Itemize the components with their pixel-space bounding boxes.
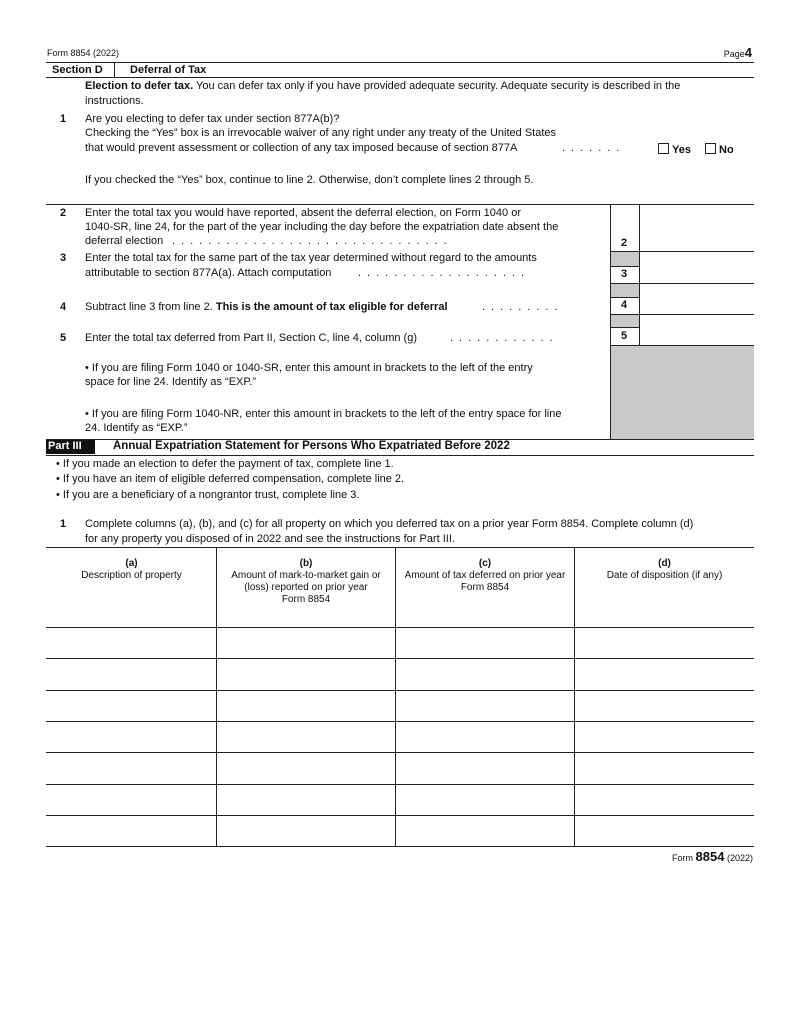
line1-number: 1 [60,113,67,125]
table-row[interactable] [47,628,754,658]
line3-text-a: Enter the total tax for the same part of the tax year determined without regard to the amounts [85,252,537,264]
page-indicator [724,45,752,60]
box5-bottom [610,345,754,346]
line2-box-number: 2 [621,237,628,249]
table-row[interactable] [47,691,754,721]
line4-text-b: This is the amount of tax eligible for deferral [215,301,448,313]
col-b-header [217,558,395,606]
part3-line1-text-a: Complete columns (a), (b), and (c) for all property on which you deferred tax on a prior year Form 8854. Complete column (d) [85,518,694,530]
line2-leader-dots: ............................... [172,235,453,247]
deferral-intro [85,79,755,94]
table-row[interactable] [47,753,754,784]
line5-number: 5 [60,332,67,344]
table-row[interactable] [47,785,754,815]
yes-checkbox[interactable] [658,143,669,154]
table-row[interactable] [47,659,754,690]
line5-text: Enter the total tax deferred from Part II, Section C, line 4, column (g) [85,332,417,344]
bullet-1040-b: space for line 24. Identify as “EXP.” [85,376,256,388]
form-footer [672,849,753,864]
bullet-1040nr-a: • If you are filing Form 1040-NR, enter this amount in brackets to the left of the entry space for line [85,408,562,420]
col-d-label: Date of disposition (if any) [606,570,723,581]
part3-title-rule [46,455,754,456]
line3-text-b: attributable to section 877A(a). Attach computation [85,267,332,279]
no-label: No [719,144,734,156]
table-row[interactable] [47,816,754,846]
line2-amount-input[interactable] [640,205,754,251]
part3-bullet-3: • If you are a beneficiary of a nongrantor trust, complete line 3. [56,489,360,501]
box3-top [610,266,639,267]
line3-leader-dots: ................... [358,267,531,279]
part3-line1-text-b: for any property you disposed of in 2022 and see the instructions for Part III. [85,533,455,545]
col-d-header [575,558,754,582]
line2-text-a: Enter the total tax you would have reported, absent the deferral election, on Form 1040 or [85,207,521,219]
bullet-1040-a: • If you are filing Form 1040 or 1040-SR, enter this amount in brackets to the left of the entry [85,362,533,374]
no-checkbox[interactable] [705,143,716,154]
line5-leader-dots: ............ [450,332,559,344]
col-b-label-2: (loss) reported on prior year [244,582,368,593]
box5-top [610,327,639,328]
line4-text-a: Subtract line 3 from line 2. [85,301,216,313]
col-a-letter: (a) [125,558,138,569]
shade-4-5 [611,314,639,327]
part3-line1-number: 1 [60,518,67,530]
line5-amount-input[interactable] [640,315,754,345]
col-d-letter: (d) [658,558,671,569]
part3-bullet-1: • If you made an election to defer the payment of tax, complete line 1. [56,458,394,470]
shade-2-3 [611,251,639,266]
col-b-letter: (b) [299,558,313,569]
table-row[interactable] [47,722,754,752]
deferral-intro-text: You can defer tax only if you have provided adequate security. Adequate security is described in the [193,80,681,92]
line1-text-b: that would prevent assessment or collection of any tax imposed because of section 877A [85,142,518,154]
line1-note: If you checked the “Yes” box, continue to line 2. Otherwise, don’t complete lines 2 through 5. [85,174,534,186]
col-a-header [47,558,216,582]
footer-form-number: 8854 [695,849,725,864]
col-b-label-3: Form 8854 [281,594,331,605]
section-d-rule [46,77,754,78]
line4-number: 4 [60,301,67,313]
col-b-label-1: Amount of mark-to-market gain or [231,570,381,581]
line2-text-c: deferral election [85,235,164,247]
page-number: 4 [744,45,752,60]
line3-number: 3 [60,252,67,264]
table-top-rule [46,547,754,548]
bullet-1040nr-b: 24. Identify as “EXP.” [85,422,188,434]
col-c-label-1: Amount of tax deferred on prior year [404,570,566,581]
footer-form-word: Form [672,853,694,863]
form-id-header: Form 8854 (2022) [47,48,120,58]
col-c-letter: (c) [478,558,492,569]
shade-3-4 [611,283,639,297]
line4-box-number: 4 [621,299,628,311]
deferral-intro-line2: instructions. [85,95,144,107]
table-bottom-rule [46,846,754,847]
page-label: Page [723,49,745,59]
line3-amount-input[interactable] [640,252,754,283]
line4-leader-dots: ......... [482,301,564,313]
line2-text-b: 1040-SR, line 24, for the part of the year including the day before the expatriation date absent the [85,221,559,233]
col-a-label: Description of property [81,570,182,581]
line1-text-a: Checking the “Yes” box is an irrevocable waiver of any right under any treaty of the United States [85,127,557,139]
part3-bullet-2: • If you have an item of eligible deferred compensation, complete line 2. [56,473,405,485]
col-c-label-2: Form 8854 [460,582,510,593]
line4-text [85,300,448,315]
yes-label: Yes [672,144,691,156]
line3-box-number: 3 [621,268,628,280]
part3-tag: Part III [48,440,82,452]
line1-question: Are you electing to defer tax under section 877A(b)? [85,113,340,125]
part3-title: Annual Expatriation Statement for Persons Who Expatriated Before 2022 [113,440,510,452]
line1-leader-dots: ....... [562,142,626,154]
line4-amount-input[interactable] [640,284,754,314]
box4-top [610,297,639,298]
section-divider [114,63,115,77]
section-d-title: Deferral of Tax [130,64,207,76]
section-d-tag: Section D [52,64,103,76]
line2-number: 2 [60,207,67,219]
col-c-header [396,558,574,594]
yes-option[interactable] [658,143,691,158]
shade-bullets [611,346,754,439]
line5-box-number: 5 [621,330,628,342]
deferral-intro-bold: Election to defer tax. [85,80,194,92]
footer-year: (2022) [726,853,753,863]
no-option[interactable] [705,143,734,158]
